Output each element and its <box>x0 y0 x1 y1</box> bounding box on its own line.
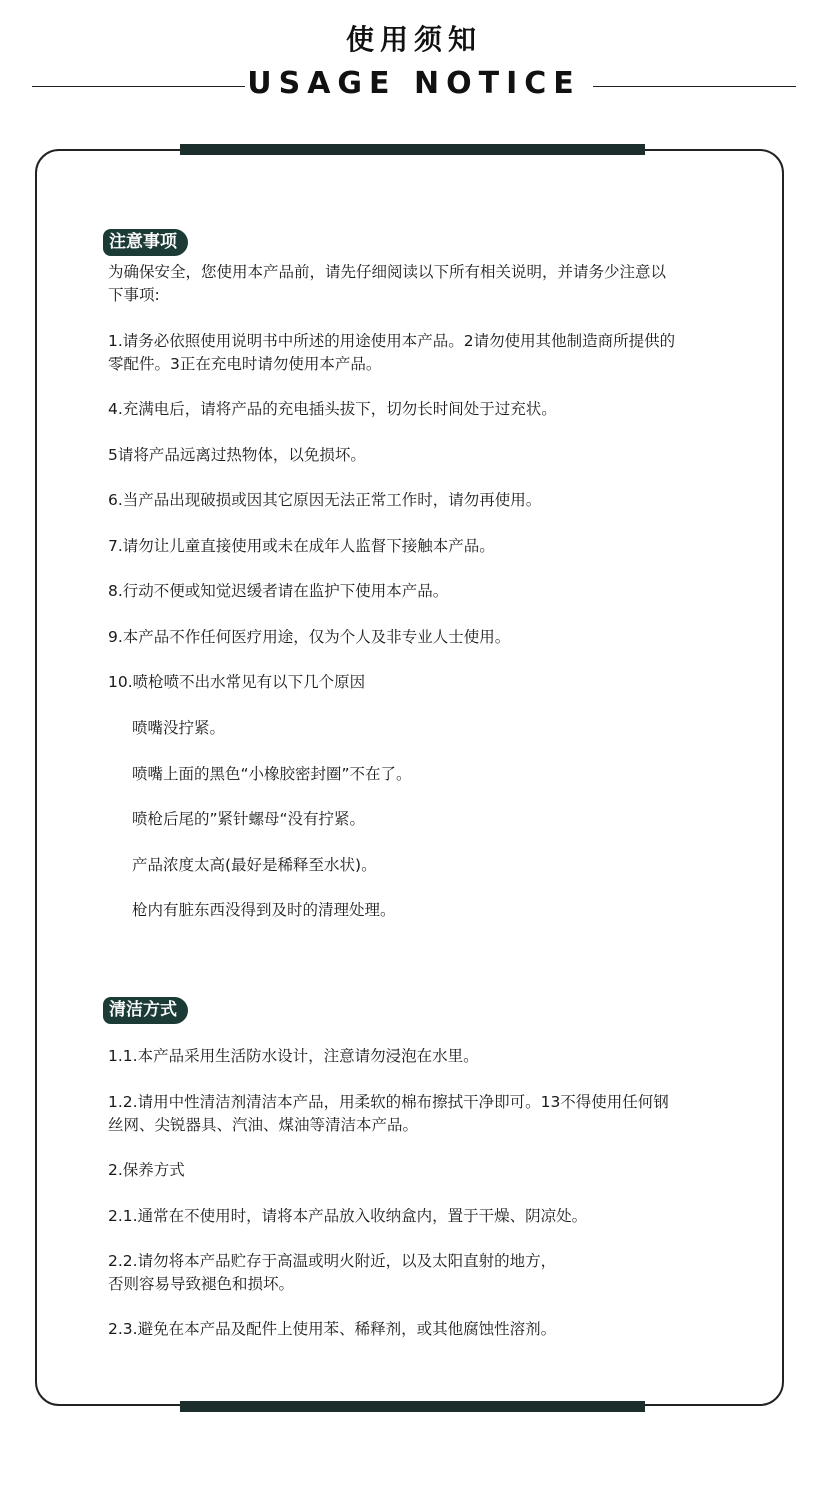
precaution-line: 10.喷枪喷不出水常见有以下几个原因 <box>108 673 366 691</box>
precaution-line: 4.充满电后，请将产品的充电插头拔下，切勿长时间处于过充状。 <box>108 400 557 418</box>
precaution-line: 下事项: <box>108 286 160 304</box>
page-title-cn: 使用须知 <box>345 23 482 56</box>
cleaning-line: 2.3.避免在本产品及配件上使用苯、稀释剂，或其他腐蚀性溶剂。 <box>108 1320 557 1338</box>
precaution-line: 为确保安全，您使用本产品前，请先仔细阅读以下所有相关说明，并请务少注意以 <box>108 263 667 281</box>
nozzle-cause-item: 喷嘴上面的黑色“小橡胶密封圈”不在了。 <box>132 765 412 783</box>
precaution-line: 9.本产品不作任何医疗用途，仅为个人及非专业人士使用。 <box>108 628 511 646</box>
cleaning-line: 1.2.请用中性清洁剂清洁本产品，用柔软的棉布擦拭干净即可。13不得使用任何钢 <box>108 1093 669 1111</box>
precaution-line: 7.请勿让儿童直接使用或未在成年人监督下接触本产品。 <box>108 537 495 555</box>
card-bottom-bar <box>180 1401 645 1412</box>
title-rule-right <box>593 86 796 87</box>
precaution-line: 零配件。3正在充电时请勿使用本产品。 <box>108 355 382 373</box>
cleaning-line: 1.1.本产品采用生活防水设计，注意请勿浸泡在水里。 <box>108 1047 479 1065</box>
precaution-line: 6.当产品出现破损或因其它原因无法正常工作时，请勿再使用。 <box>108 491 542 509</box>
cleaning-line: 否则容易导致褪色和损坏。 <box>108 1275 295 1293</box>
section-tag-cleaning: 清洁方式 <box>103 997 188 1024</box>
cleaning-line: 丝网、尖锐器具、汽油、煤油等清洁本产品。 <box>108 1116 419 1134</box>
nozzle-cause-item: 喷嘴没拧紧。 <box>132 719 226 737</box>
nozzle-cause-item: 枪内有脏东西没得到及时的清理处理。 <box>132 901 396 919</box>
precaution-line: 5请将产品远离过热物体，以免损坏。 <box>108 446 366 464</box>
cleaning-line: 2.2.请勿将本产品贮存于高温或明火附近，以及太阳直射的地方， <box>108 1252 557 1270</box>
card-top-bar <box>180 144 645 155</box>
nozzle-cause-item: 产品浓度太高(最好是稀释至水状)。 <box>132 856 377 874</box>
cleaning-line: 2.保养方式 <box>108 1161 185 1179</box>
nozzle-cause-item: 喷枪后尾的”紧针螺母“没有拧紧。 <box>132 810 366 828</box>
precaution-line: 8.行动不便或知觉迟缓者请在监护下使用本产品。 <box>108 582 449 600</box>
section-tag-precautions: 注意事项 <box>103 229 188 256</box>
cleaning-line: 2.1.通常在不使用时，请将本产品放入收纳盒内，置于干燥、阴凉处。 <box>108 1207 588 1225</box>
precaution-line: 1.请务必依照使用说明书中所述的用途使用本产品。2请勿使用其他制造商所提供的 <box>108 332 676 350</box>
page-title-en: USAGE NOTICE <box>247 66 581 101</box>
